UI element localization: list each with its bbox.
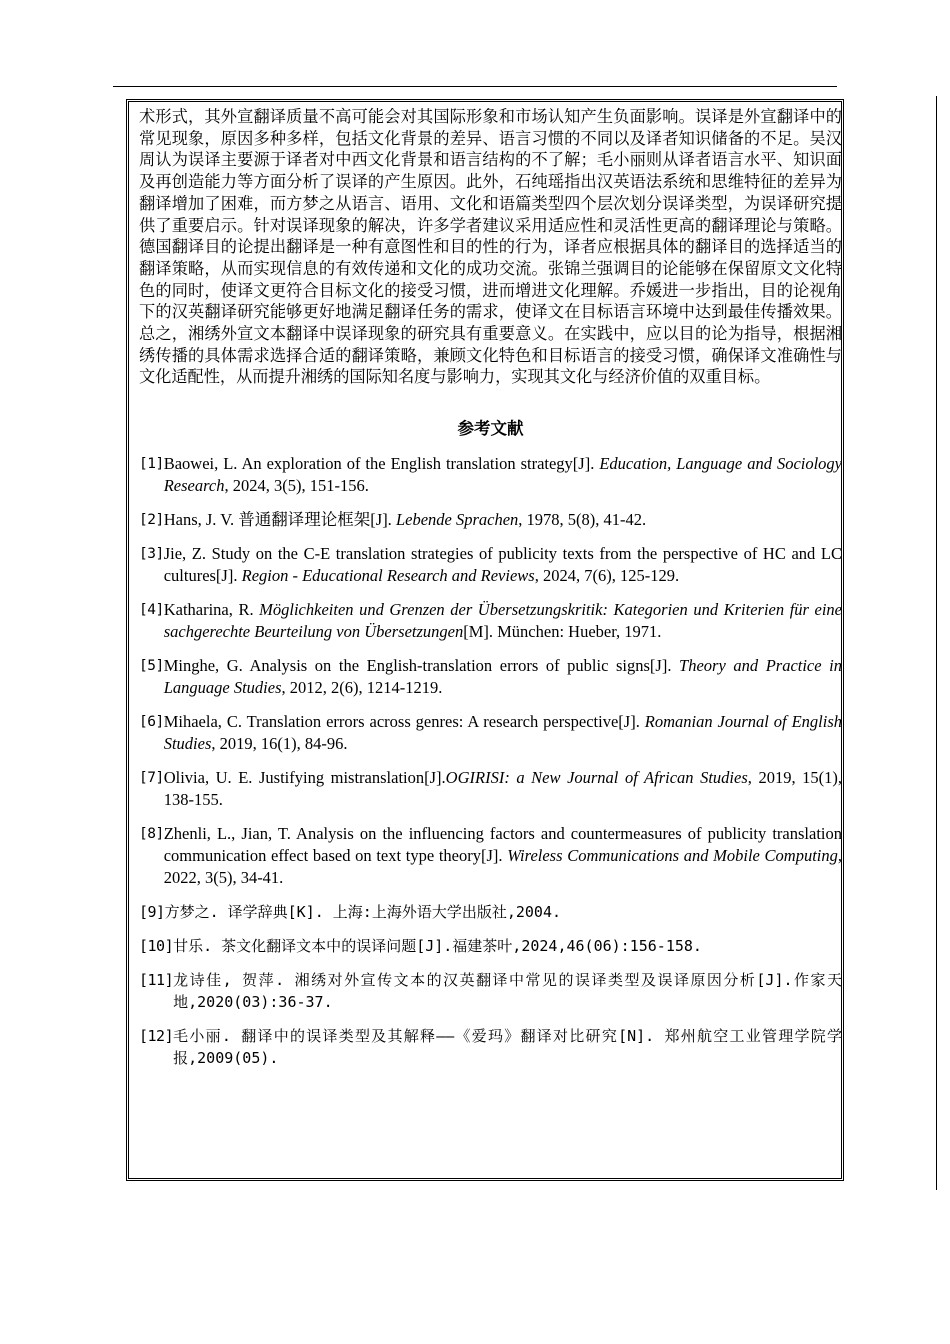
- reference-details: , 2024, 3(5), 151-156.: [224, 476, 369, 496]
- reference-number: [9]: [139, 903, 165, 922]
- reference-text: [164, 453, 842, 497]
- reference-source: OGIRISI: a New Journal of African Studies: [445, 768, 748, 788]
- reference-authors-title: Hans, J. V. 普通翻译理论框架[J].: [163, 510, 396, 530]
- reference-text: [164, 767, 842, 811]
- reference-list: [139, 453, 842, 1069]
- header-rule: [113, 86, 837, 87]
- reference-text: [173, 1025, 842, 1069]
- reference-number: [1]: [139, 456, 164, 473]
- reference-item: [139, 711, 842, 755]
- reference-details: , 2019, 16(1), 84-96.: [211, 734, 348, 754]
- reference-number: [3]: [139, 546, 164, 563]
- reference-source: Wireless Communications and Mobile Computing: [507, 846, 838, 866]
- body-paragraph: 术形式，其外宣翻译质量不高可能会对其国际形象和市场认知产生负面影响。误译是外宣翻译中的常见现象，原因多种多样，包括文化背景的差异、语言习惯的不同以及译者知识储备的不足。吴汉周认为误译主要源于译者对中西文化背景和语言结构的不了解；毛小丽则从译者语言水平、知识面及再创造能力等方面分析了误译的产生原因。此外，石纯瑶指出汉英语法系统和思维特征的差异为翻译增加了困难，而方梦之从语言、语用、文化和语篇类型四个层次划分误译类型，为误译研究提供了重要启示。针对误译现象的解决，许多学者建议采用适应性和灵活性更高的翻译理论与策略。德国翻译目的论提出翻译是一种有意图性和目的性的行为，译者应根据具体的翻译目的选择适当的翻译策略，从而实现信息的有效传递和文化的成功交流。张锦兰强调目的论能够在保留原文文化特色的同时，使译文更符合目标文化的接受习惯，进而增进文化理解。乔媛进一步指出，目的论视角下的汉英翻译研究能够更好地满足翻译任务的需求，使译文在目标语言环境中达到最佳传播效果。总之，湘绣外宣文本翻译中误译现象的研究具有重要意义。在实践中，应以目的论为指导，根据湘绣传播的具体需求选择合适的翻译策略，兼顾文化特色和目标语言的接受习惯，确保译文准确性与文化适配性，从而提升湘绣的国际知名度与影响力，实现其文化与经济价值的双重目标。: [139, 107, 842, 387]
- reference-number: [4]: [139, 602, 164, 619]
- reference-authors-title: Olivia, U. E. Justifying mistranslation[J].: [163, 768, 446, 788]
- reference-authors-title: Katharina, R.: [163, 600, 260, 620]
- reference-number: [10]: [139, 937, 174, 956]
- reference-details: , 2012, 2(6), 1214-1219.: [281, 678, 443, 698]
- reference-item: [139, 935, 842, 957]
- reference-authors-title: 龙诗佳, 贺萍. 湘绣对外宣传文本的汉英翻译中常见的误译类型及误译原因分析[J].作家天地,2020(03):36-37.: [173, 971, 842, 1012]
- reference-number: [11]: [139, 971, 174, 990]
- reference-source: Lebende Sprachen: [395, 510, 519, 530]
- content-frame: [126, 99, 844, 1181]
- reference-item: [139, 543, 842, 587]
- reference-authors-title: 甘乐. 茶文化翻译文本中的误译问题[J].福建茶叶,2024,46(06):156-158.: [173, 937, 702, 956]
- reference-details: , 2019, 15(1), 138-155.: [163, 768, 842, 810]
- reference-authors-title: Baowei, L. An exploration of the English translation strategy[J].: [163, 454, 600, 474]
- reference-authors-title: 毛小丽. 翻译中的误译类型及其解释——《爱玛》翻译对比研究[N]. 郑州航空工业管理学院学报,2009(05).: [173, 1027, 842, 1068]
- reference-text: [165, 901, 842, 923]
- reference-item: [139, 823, 842, 889]
- reference-details: , 2024, 7(6), 125-129.: [534, 566, 680, 586]
- reference-text: [173, 969, 842, 1013]
- reference-authors-title: 方梦之. 译学辞典[K]. 上海:上海外语大学出版社,2004.: [164, 903, 562, 922]
- reference-source: Theory and Practice in Language Studies: [163, 656, 843, 698]
- reference-number: [5]: [139, 658, 164, 675]
- reference-number: [6]: [139, 714, 164, 731]
- reference-details: , 1978, 5(8), 41-42.: [518, 510, 647, 530]
- reference-source: Region - Educational Research and Reviews: [241, 566, 535, 586]
- page-edge-rule: [936, 96, 937, 1190]
- reference-details: , 2022, 3(5), 34-41.: [163, 846, 842, 888]
- reference-text: [164, 655, 842, 699]
- reference-number: [8]: [139, 826, 164, 843]
- reference-item: [139, 1025, 842, 1069]
- reference-text: [164, 711, 842, 755]
- reference-number: [2]: [139, 512, 164, 529]
- content-area: [139, 106, 842, 1081]
- reference-text: [164, 509, 842, 531]
- reference-authors-title: Mihaela, C. Translation errors across genres: A research perspective[J].: [163, 712, 645, 732]
- reference-text: [173, 935, 842, 957]
- reference-item: [139, 655, 842, 699]
- reference-item: [139, 509, 842, 531]
- reference-authors-title: Minghe, G. Analysis on the English-translation errors of public signs[J].: [163, 656, 680, 676]
- references-heading: 参考文献: [457, 419, 524, 439]
- reference-number: [12]: [139, 1027, 174, 1046]
- reference-item: [139, 901, 842, 923]
- reference-source: Romanian Journal of English Studies: [163, 712, 842, 754]
- reference-authors-title: Zhenli, L., Jian, T. Analysis on the influencing factors and countermeasures of publicity translation communication effect based on text type theory[J].: [163, 824, 842, 866]
- reference-text: [164, 599, 842, 643]
- reference-item: [139, 767, 842, 811]
- reference-text: [164, 543, 842, 587]
- reference-authors-title: Jie, Z. Study on the C-E translation strategies of publicity texts from the perspective of HC and LC cultures[J].: [163, 544, 842, 586]
- reference-details: [M]. München: Hueber, 1971.: [463, 622, 662, 642]
- reference-item: [139, 969, 842, 1013]
- reference-source: Education, Language and Sociology Research: [163, 454, 843, 496]
- reference-text: [164, 823, 842, 889]
- reference-source: Möglichkeiten und Grenzen der Übersetzungskritik: Kategorien und Kriterien für eine sachgerechte Beurteilung von Übersetzungen: [163, 600, 842, 642]
- reference-item: [139, 599, 842, 643]
- reference-item: [139, 453, 842, 497]
- reference-number: [7]: [139, 770, 164, 787]
